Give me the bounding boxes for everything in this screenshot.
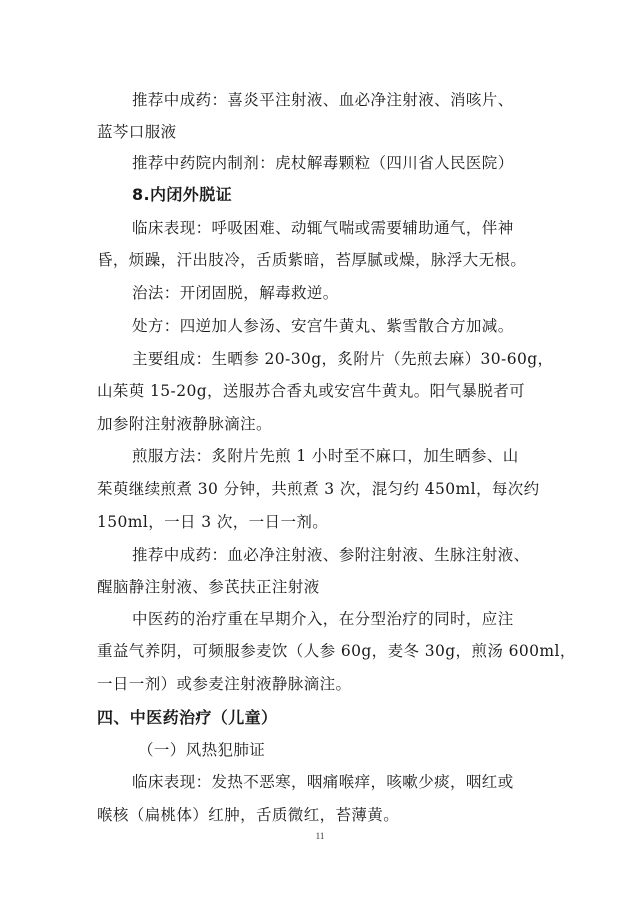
page-number: 11 (315, 831, 325, 841)
section-heading: 8.内闭外脱证 (132, 185, 233, 204)
paragraph-line: 蓝芩口服液 (97, 123, 177, 141)
paragraph-line: 临床表现：发热不恶寒，咽痛喉痒，咳嗽少痰，咽红或 (132, 773, 514, 791)
paragraph-line: 山茱萸 15-20g，送服苏合香丸或安宫牛黄丸。阳气暴脱者可 (97, 382, 526, 400)
paragraph-line: 重益气养阴，可频服参麦饮（人参 60g，麦冬 30g，煎汤 600ml， (97, 642, 576, 660)
paragraph-line: 推荐中成药：喜炎平注射液、血必净注射液、消咳片、 (132, 91, 514, 109)
paragraph-line: 喉核（扁桃体）红肿，舌质微红，苔薄黄。 (97, 806, 400, 824)
paragraph-line: 处方：四逆加人参汤、安宫牛黄丸、紫雪散合方加减。 (132, 317, 514, 335)
paragraph-line: 煎服方法：炙附片先煎 1 小时至不麻口，加生晒参、山 (132, 447, 519, 465)
paragraph-line: 醒脑静注射液、参芪扶正注射液 (97, 578, 320, 596)
paragraph-line: 主要组成：生晒参 20-30g，炙附片（先煎去麻）30-60g， (132, 350, 554, 368)
section-heading: 四、中医药治疗（儿童） (97, 708, 278, 727)
paragraph-line: 茱萸继续煎煮 30 分钟，共煎煮 3 次，混匀约 450ml，每次约 (97, 480, 540, 498)
paragraph-line: 治法：开闭固脱，解毒救逆。 (132, 284, 339, 302)
paragraph-line: 150ml，一日 3 次，一日一剂。 (97, 513, 329, 531)
paragraph-line: 临床表现：呼吸困难、动辄气喘或需要辅助通气，伴神 (132, 219, 514, 237)
paragraph-line: 中医药的治疗重在早期介入，在分型治疗的同时，应注 (132, 610, 514, 628)
paragraph-line: 推荐中成药：血必净注射液、参附注射液、生脉注射液、 (132, 546, 530, 564)
paragraph-line: 加参附注射液静脉滴注。 (97, 415, 272, 433)
paragraph-line: 一日一剂）或参麦注射液静脉滴注。 (97, 675, 352, 693)
paragraph-line: 昏，烦躁，汗出肢冷，舌质紫暗，苔厚腻或燥，脉浮大无根。 (97, 251, 527, 269)
paragraph-line: 推荐中药院内制剂：虎杖解毒颗粒（四川省人民医院） (132, 154, 514, 172)
subsection-heading: （一）风热犯肺证 (138, 741, 266, 759)
